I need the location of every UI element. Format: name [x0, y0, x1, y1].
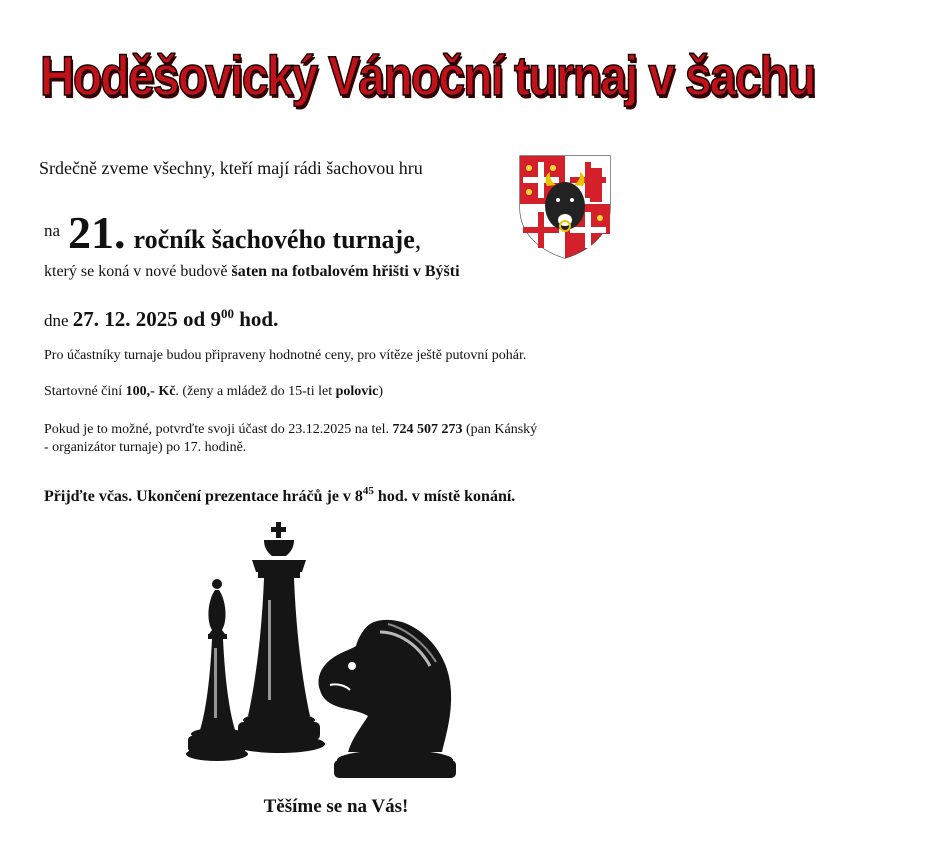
edition-line [44, 206, 421, 259]
arrival-time-sup: 45 [362, 485, 374, 497]
closing-text: Těšíme se na Vás! [263, 796, 409, 817]
fee-note: . (ženy a mládež do 15-ti let [175, 384, 336, 399]
invitation-text: Srdečně zveme všechny, kteří mají rádi šachovou hru [39, 158, 423, 178]
coat-of-arms-icon [514, 150, 616, 262]
edition-prefix: na [44, 221, 61, 240]
chess-pieces-icon [180, 520, 480, 785]
confirm-text: Pokud je to možné, potvrďte svoji účast do 23.12.2025 na tel. [44, 422, 393, 437]
date-line [44, 306, 278, 332]
fee-discount: polovic [335, 384, 379, 399]
page-title-box [40, 30, 815, 122]
page-title: Hoděšovický Vánoční turnaj v šachu [40, 44, 815, 107]
arrival-text-end: hod. v místě konání. [373, 488, 516, 505]
arrival-line [44, 485, 515, 506]
date-text: 27. 12. 2025 od 9 [72, 307, 221, 331]
date-time-sup: 00 [220, 306, 234, 321]
phone-number: 724 507 273 [392, 422, 463, 437]
fee-amount: 100,- Kč [125, 384, 176, 399]
date-prefix: dne [44, 311, 73, 330]
confirm-line-1 [44, 421, 537, 439]
edition-number: 21 [68, 207, 115, 258]
confirm-contact: (pan Kánský [462, 422, 538, 437]
prizes-text: Pro účastníky turnaje budou připraveny hodnotné ceny, pro vítěze ještě putovní pohár. [44, 348, 527, 363]
fee-line [44, 383, 383, 401]
edition-comma: , [414, 225, 422, 254]
fee-label: Startovné činí [44, 384, 126, 399]
venue-line [44, 263, 460, 281]
venue-place: šaten na fotbalovém hřišti v Býšti [231, 263, 460, 280]
confirm-line-2: - organizátor turnaje) po 17. hodině. [44, 440, 247, 455]
venue-text: který se koná v nové budově [44, 263, 232, 280]
arrival-text: Přijďte včas. Ukončení prezentace hráčů je v 8 [44, 488, 363, 505]
edition-label: ročník šachového turnaje [133, 225, 415, 254]
edition-dot: . [114, 207, 126, 258]
confirm-paragraph [44, 421, 537, 457]
fee-close: ) [378, 384, 384, 399]
date-suffix: hod. [233, 307, 279, 331]
